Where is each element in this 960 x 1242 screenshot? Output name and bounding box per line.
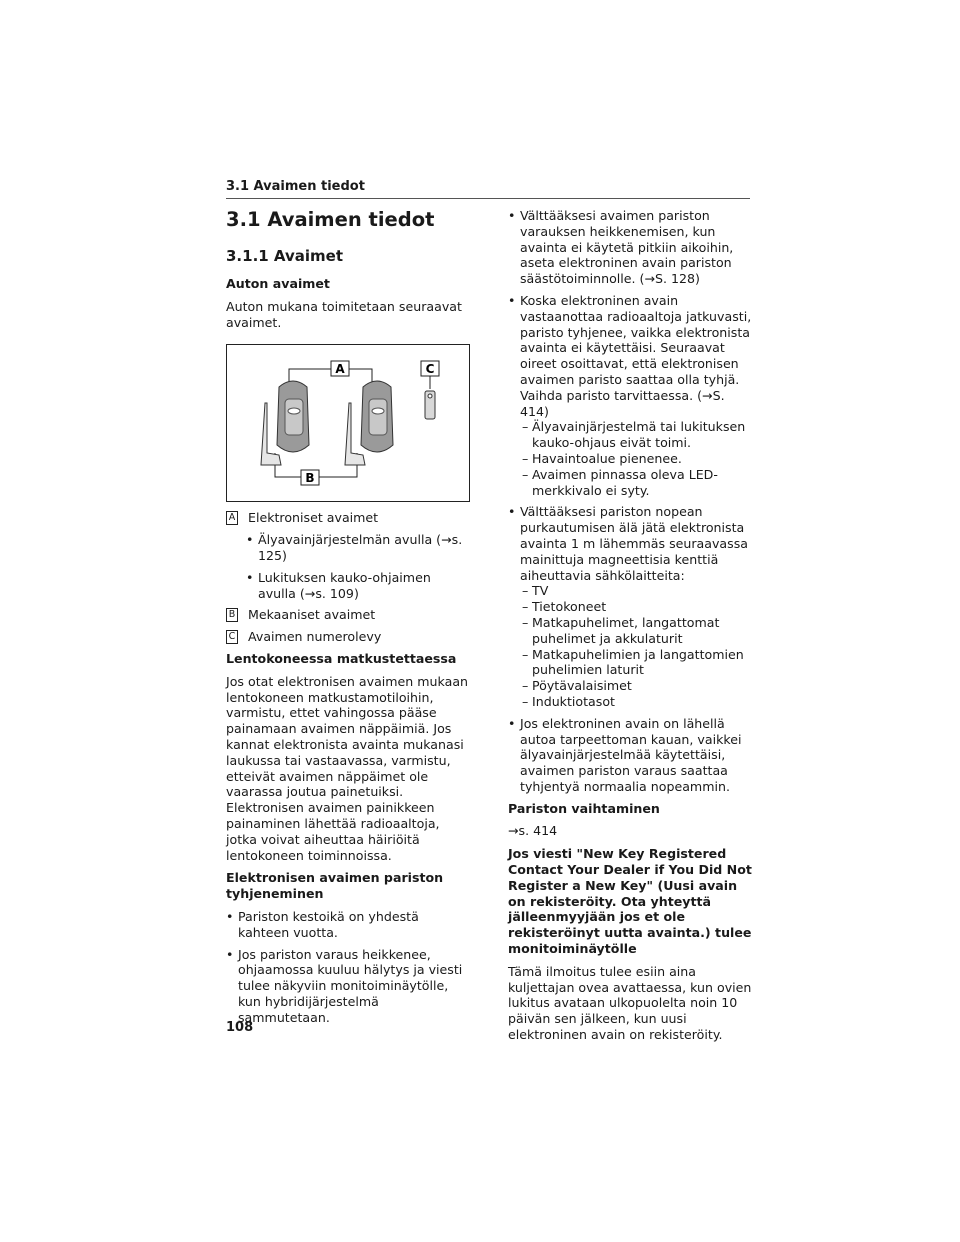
list-item: • Välttääksesi pariston nopean purkautumisen älä jätä elektronista avainta 1 m lähemmäs seuraavassa mainittuja magneettisia kenttiä aiheuttavia sähkölaitteita: [508, 504, 752, 583]
list-item: • Pariston kestoikä on yhdestä kahteen vuotta. [226, 909, 470, 941]
list-item: • Jos elektroninen avain on lähellä autoa tarpeettoman kauan, vaikkei älyavainjärjestelmää käytettäisi, avaimen pariston varaus saattaa tyhjentyä normaalia nopeammin. [508, 716, 752, 795]
dash-item: – TV [508, 583, 752, 599]
right-column [508, 208, 752, 1050]
label-a-tag: A [226, 511, 238, 525]
keys-intro: Auton mukana toimitetaan seuraavat avaimet. [226, 298, 462, 330]
keys-drawing [227, 345, 469, 501]
header-divider [226, 198, 750, 199]
header-section-title: 3.1 Avaimen tiedot [226, 179, 365, 194]
keys-illustration [226, 344, 470, 502]
dash-item: – Matkapuhelimien ja langattomien puhelimien laturit [508, 647, 752, 679]
label-b-tag: B [226, 608, 238, 622]
label-c-text: Avaimen numerolevy [248, 629, 382, 645]
dash-item: – Matkapuhelimet, langattomat puhelimet ja akkulaturit [508, 615, 752, 647]
dash-item: – Induktiotasot [508, 694, 752, 710]
dash-item: – Tietokoneet [508, 599, 752, 615]
label-a-row [226, 510, 470, 526]
subsection-heading: 3.1.1 Avaimet [226, 247, 344, 265]
air-travel-text: Jos otat elektronisen avaimen mukaan lentokoneen matkustamotiloihin, varmistu, ettet vahingossa pääse painamaan avaimen näppäimiä. Jos kannat elektronista avainta mukanasi laukussa tai vastaavassa, varmistu, etteivät avaimen näppäimet ole vaarassa joutua painetuiksi. Elektronisen avaimen painikkeen painaminen lähettää radioaaltoja, jotka voivat aiheuttaa häiriöitä lentokoneen toiminnoissa. [226, 673, 469, 863]
list-item: • Jos pariston varaus heikkenee, ohjaamossa kuuluu hälytys ja viesti tulee näkyviin monitoiminäytölle, kun hybridijärjestelmä sammutetaan. [226, 947, 470, 1026]
air-travel-heading: Lentokoneessa matkustettaessa [226, 650, 457, 666]
label-b-text: Mekaaniset avaimet [248, 607, 376, 623]
dash-item: – Pöytävalaisimet [508, 678, 752, 694]
dash-item: – Havaintoalue pienenee. [508, 451, 752, 467]
figure-label-b: B [305, 471, 315, 486]
figure-label-c: C [425, 362, 435, 377]
list-item: • Välttääksesi avaimen pariston varauksen heikkenemisen, kun avainta ei käytetä pitkiin aikoihin, aseta elektroninen avain pariston säästötoiminnolle. (→S. 128) [508, 208, 752, 287]
section-heading: 3.1 Avaimen tiedot [226, 208, 435, 231]
label-b-row [226, 607, 470, 623]
keys-heading: Auton avaimet [226, 276, 330, 291]
dash-item: – Avaimen pinnassa oleva LED-merkkivalo ei syty. [508, 467, 752, 499]
list-item: • Koska elektroninen avain vastaanottaa radioaaltoja jatkuvasti, paristo tyhjenee, vaikka elektronista avainta ei käytettäisi. Seuraavat oireet osoittavat, että elektronisen avaimen paristo saattaa olla tyhjä. Vaihda paristo tarvittaessa. (→S. 414) [508, 293, 752, 419]
new-key-message-text: Tämä ilmoitus tulee esiin aina kuljettajan ovea avattaessa, kun ovien lukitus avataan ulkopuolelta noin 10 päivän sen jälkeen, kun uusi elektroninen avain on rekisteröity. [508, 963, 752, 1043]
list-item: • Älyavainjärjestelmän avulla (→s. 125) [226, 532, 470, 564]
left-column [226, 208, 470, 1032]
figure-label-a: A [335, 362, 345, 377]
battery-heading: Elektronisen avaimen pariston tyhjeneminen [226, 870, 444, 902]
list-item: • Lukituksen kauko-ohjaimen avulla (→s. 109) [226, 570, 470, 602]
page-number: 108 [226, 1020, 254, 1035]
battery-replace-heading: Pariston vaihtaminen [508, 800, 660, 816]
label-c-row [226, 629, 470, 645]
label-c-tag: C [226, 630, 238, 644]
new-key-message-heading: Jos viesti "New Key Registered Contact Your Dealer if You Did Not Register a New Key" (Uusi avain on rekisteröity. Ota yhteyttä jälleenmyyjään jos et ole rekisteröinyt uutta avainta.) tulee monitoiminäytölle [508, 846, 752, 957]
battery-replace-ref: →s. 414 [508, 823, 558, 839]
label-a-text: Elektroniset avaimet [248, 510, 379, 526]
dash-item: – Älyavainjärjestelmä tai lukituksen kauko-ohjaus eivät toimi. [508, 419, 752, 451]
